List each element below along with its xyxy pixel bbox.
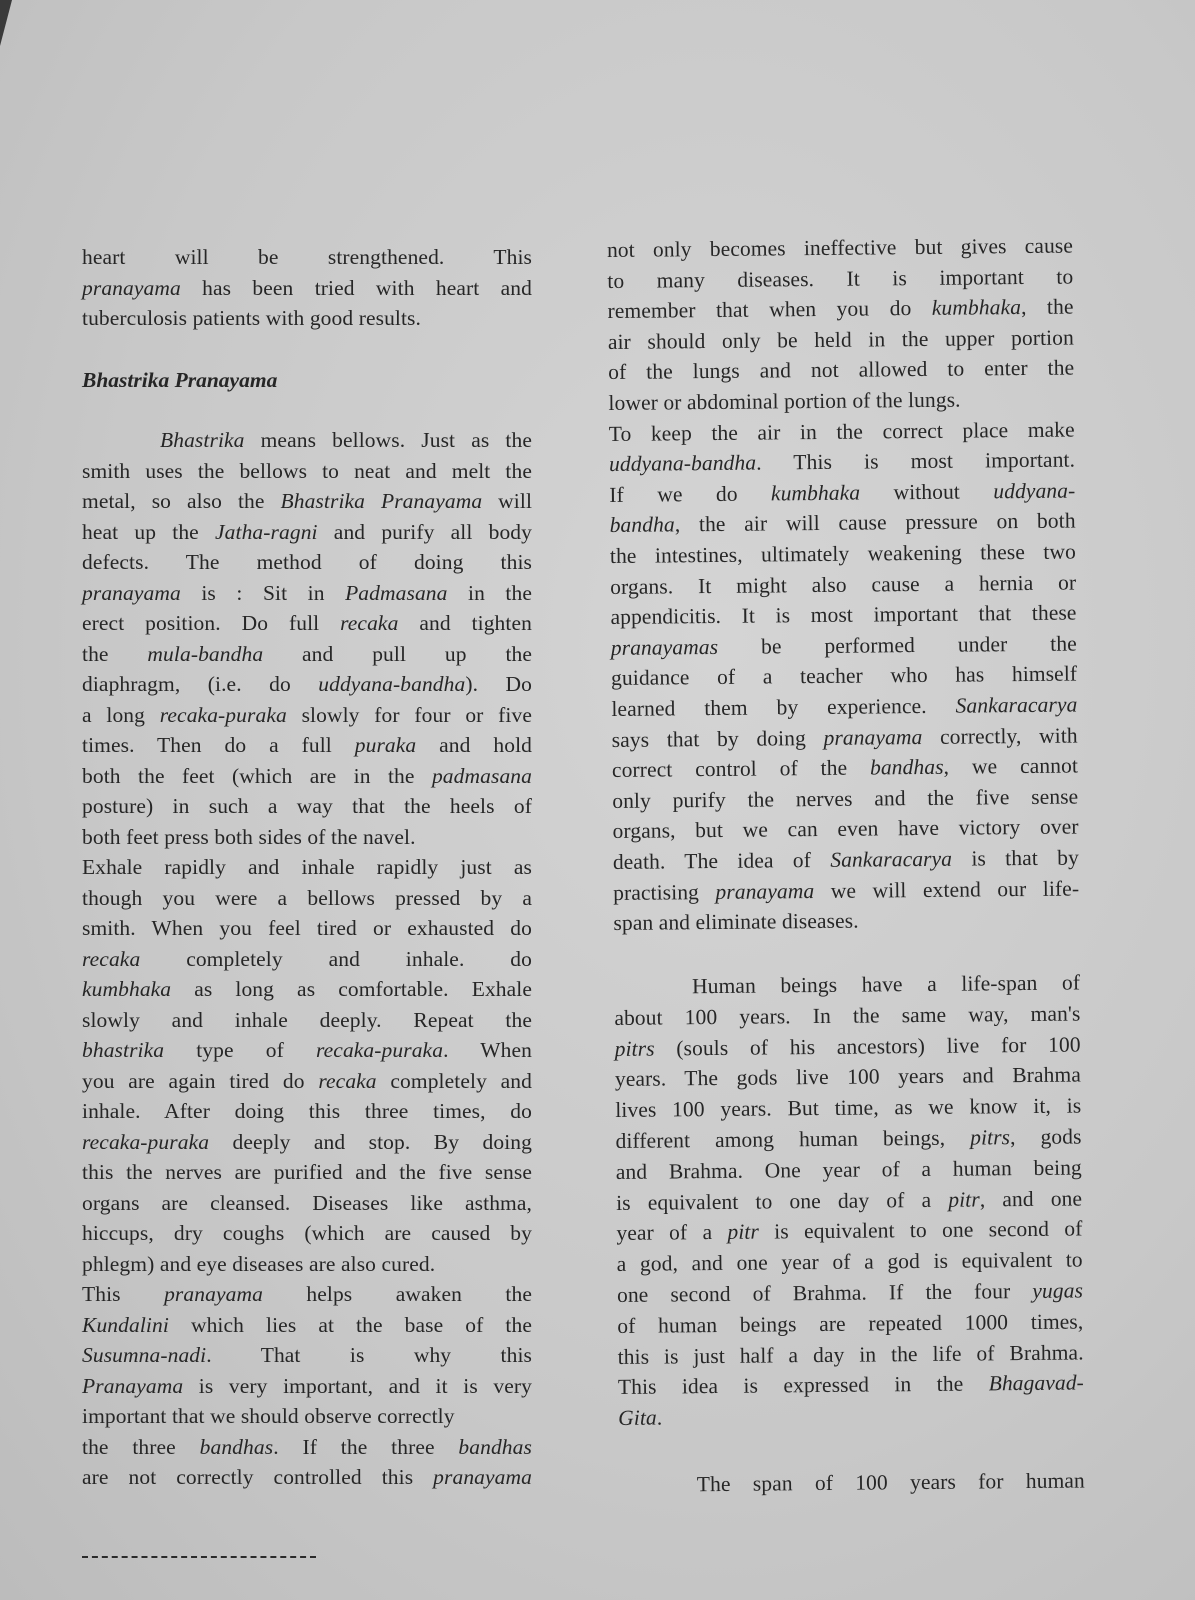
- text-line: [82, 1006, 532, 1034]
- text-line: [607, 293, 1073, 325]
- text-line: [608, 385, 1074, 417]
- text-segment: appendicitis. It is most important that these: [610, 600, 1077, 630]
- text-line: [613, 843, 1079, 875]
- text-line: [612, 721, 1078, 753]
- text-line: [82, 762, 532, 790]
- text-segment: . If the three: [273, 1434, 459, 1459]
- text-segment: as long as comfortable. Exhale: [171, 977, 532, 1001]
- text-segment: only purify the nerves and the five sense: [612, 784, 1079, 813]
- text-line: [617, 1338, 1083, 1370]
- text-segment: and purify all body: [317, 519, 532, 544]
- text-line: [615, 1030, 1081, 1062]
- text-segment: slowly for four or five: [286, 702, 532, 727]
- text-segment: to many diseases. It is important to: [607, 264, 1074, 293]
- text-segment: defects. The method of doing this: [82, 550, 532, 574]
- text-segment: tuberculosis patients with good results.: [82, 306, 422, 330]
- italic-term: Gita: [618, 1405, 657, 1431]
- text-line: [82, 426, 532, 454]
- text-line: [610, 599, 1076, 631]
- text-segment: says that by doing: [611, 725, 824, 752]
- text-line: [82, 945, 532, 973]
- italic-term: uddyana-bandha: [608, 450, 757, 477]
- text-line: [82, 548, 532, 576]
- text-segment: , gods: [1009, 1124, 1082, 1150]
- text-line: [82, 1463, 532, 1491]
- italic-term: mula-bandha: [147, 641, 264, 666]
- text-segment: one second of Brahma. If the four: [616, 1278, 1033, 1307]
- text-segment: , the air will cause pressure on both: [674, 508, 1076, 537]
- text-segment: the: [82, 641, 148, 666]
- text-segment: .: [656, 1405, 663, 1430]
- text-segment: metal, so also the: [82, 489, 281, 513]
- text-segment: type of: [164, 1038, 316, 1062]
- text-segment: heart will be strengthened. This: [82, 245, 532, 269]
- text-line: [610, 507, 1076, 539]
- italic-term: kumbhaka: [931, 295, 1022, 321]
- italic-term: recaka: [318, 1068, 377, 1093]
- text-line: [616, 1215, 1082, 1247]
- italic-term: bandhas: [199, 1434, 274, 1459]
- text-segment: of the lungs and not allowed to enter the: [608, 355, 1075, 385]
- text-line: [82, 579, 532, 607]
- text-line: [82, 1341, 532, 1369]
- text-segment: a god, and one year of a god is equivalent to: [616, 1247, 1083, 1277]
- text-line: [82, 609, 532, 637]
- italic-term: uddyana-bandha: [318, 672, 466, 696]
- italic-term: recaka-puraka: [82, 1129, 210, 1154]
- text-line: [82, 1250, 532, 1278]
- text-segment: The span of 100 years for human: [696, 1468, 1085, 1497]
- text-segment: organs are cleansed. Diseases like asthma,: [82, 1190, 532, 1215]
- italic-term: bandhas: [869, 754, 944, 780]
- italic-term: recaka-puraka: [315, 1038, 444, 1062]
- text-segment: which lies at the base of the: [168, 1312, 532, 1337]
- text-segment: erect position. Do full: [82, 611, 341, 635]
- text-segment: means bellows. Just as the: [244, 428, 532, 452]
- italic-term: bhastrika: [82, 1038, 165, 1062]
- italic-term: kumbhaka: [82, 977, 172, 1001]
- text-segment: a long: [82, 702, 160, 727]
- text-line: [82, 1433, 532, 1461]
- italic-term: pitr: [948, 1187, 980, 1212]
- text-line: [618, 1400, 1084, 1432]
- text-line: [82, 243, 532, 271]
- text-segment: we will extend our life-: [814, 876, 1080, 903]
- text-line: [607, 262, 1073, 294]
- text-segment: Human beings have a life-span of: [691, 970, 1081, 999]
- text-segment: both feet press both sides of the navel.: [82, 824, 416, 849]
- text-line: [611, 629, 1077, 661]
- text-line: [82, 914, 532, 942]
- text-segment: death. The idea of: [612, 847, 831, 874]
- text-segment: completely and: [376, 1068, 532, 1093]
- italic-term: pranayama: [82, 275, 181, 300]
- text-segment: the intestines, ultimately weakening these two: [609, 539, 1077, 568]
- text-line: [608, 323, 1074, 355]
- text-segment: without: [860, 479, 994, 505]
- text-line: [612, 813, 1078, 845]
- text-line: [612, 752, 1078, 784]
- text-line: [609, 476, 1075, 508]
- text-segment: completely and inhale. do: [140, 946, 532, 971]
- italic-term: Sankaracarya: [830, 846, 953, 872]
- section-heading: Bhastrika Pranayama: [82, 368, 278, 392]
- text-segment: organs, but we can even have victory over: [612, 814, 1079, 844]
- text-line: [82, 518, 532, 546]
- text-line: [614, 999, 1080, 1031]
- text-segment: correctly, with: [922, 723, 1078, 749]
- italic-term: kumbhaka: [770, 480, 861, 506]
- text-segment: , the: [1020, 294, 1074, 320]
- italic-term: bandha: [609, 512, 675, 538]
- text-segment: and hold: [416, 733, 532, 757]
- text-line: [82, 1128, 532, 1156]
- text-line: [82, 884, 532, 912]
- text-segment: of human beings are repeated 1000 times,: [617, 1309, 1084, 1338]
- text-line: [82, 1189, 532, 1217]
- italic-term: bandhas: [458, 1434, 532, 1459]
- italic-term: Padmasana: [345, 580, 448, 605]
- italic-term: pitrs: [614, 1036, 655, 1061]
- text-segment: This: [82, 1282, 165, 1306]
- text-line: [82, 640, 532, 668]
- text-segment: learned them by experience.: [611, 693, 956, 721]
- text-segment: smith uses the bellows to neat and melt the: [82, 458, 532, 483]
- text-line: [618, 1369, 1084, 1401]
- text-segment: slowly and inhale deeply. Repeat the: [82, 1007, 532, 1032]
- text-line: [82, 274, 532, 302]
- text-line: [82, 823, 532, 851]
- text-segment: . That is why this: [206, 1343, 532, 1367]
- text-line: [82, 853, 532, 881]
- italic-term: Susumna-nadi: [82, 1343, 207, 1367]
- italic-term: recaka: [340, 611, 399, 635]
- text-line: [82, 701, 532, 729]
- italic-term: Jatha-ragni: [215, 519, 318, 544]
- italic-term: uddyana-: [993, 478, 1076, 504]
- text-line: [615, 1122, 1081, 1154]
- text-line: [616, 1153, 1082, 1185]
- text-line: [608, 354, 1074, 386]
- text-line: [613, 874, 1079, 906]
- text-line: [82, 1158, 532, 1186]
- text-line: [82, 1067, 532, 1095]
- text-segment: helps awaken the: [262, 1282, 532, 1306]
- text-line: [82, 487, 532, 515]
- text-line: [616, 1184, 1082, 1216]
- text-segment: , we cannot: [943, 753, 1079, 779]
- text-segment: ). Do: [465, 672, 533, 696]
- text-segment: is equivalent to one day of a: [616, 1187, 949, 1215]
- text-line: [613, 905, 1079, 937]
- text-line: [82, 1280, 532, 1308]
- text-segment: span and eliminate diseases.: [613, 908, 859, 936]
- text-segment: smith. When you feel tired or exhausted do: [82, 916, 532, 940]
- text-line: [82, 731, 532, 759]
- text-line: [612, 782, 1078, 814]
- text-segment: this the nerves are purified and the five sense: [82, 1160, 532, 1184]
- text-line: [615, 1092, 1081, 1124]
- text-segment: phlegm) and eye diseases are also cured.: [82, 1251, 436, 1276]
- text-segment: important that we should observe correctly: [82, 1404, 455, 1428]
- text-segment: will: [482, 489, 533, 513]
- italic-term: Bhastrika Pranayama: [280, 489, 483, 513]
- text-line: [611, 691, 1077, 723]
- text-line: [82, 975, 532, 1003]
- text-segment: . When: [443, 1038, 532, 1062]
- text-segment: is that by: [951, 845, 1079, 871]
- text-segment: organs. It might also cause a hernia or: [610, 570, 1077, 599]
- text-segment: Exhale rapidly and inhale rapidly just as: [82, 855, 532, 879]
- text-segment: be performed under the: [718, 631, 1077, 659]
- italic-term: Kundalini: [82, 1312, 169, 1337]
- text-segment: you are again tired do: [82, 1068, 319, 1093]
- italic-term: recaka-puraka: [159, 702, 287, 727]
- text-segment: deeply and stop. By doing: [209, 1129, 532, 1154]
- text-segment: not only becomes ineffective but gives cause: [606, 233, 1074, 262]
- text-segment: though you were a bellows pressed by a: [82, 885, 532, 910]
- text-line: [82, 1219, 532, 1247]
- text-segment: and tighten: [398, 611, 532, 635]
- text-segment: (souls of his ancestors) live for 100: [654, 1032, 1081, 1061]
- italic-term: pitrs: [970, 1125, 1011, 1150]
- text-segment: is : Sit in: [180, 580, 346, 605]
- text-line: [82, 1402, 532, 1430]
- text-line: [610, 568, 1076, 600]
- text-line: [610, 538, 1076, 570]
- text-segment: in the: [447, 580, 532, 605]
- italic-term: Bhastrika: [160, 428, 245, 452]
- text-line: [615, 1061, 1081, 1093]
- text-segment: remember that when you do: [607, 296, 932, 324]
- text-segment: and Brahma. One year of a human being: [615, 1155, 1082, 1184]
- italic-term: pitr: [727, 1219, 760, 1245]
- text-segment: heat up the: [82, 519, 215, 544]
- italic-term: Sankaracarya: [955, 692, 1078, 718]
- italic-term: pranayama: [433, 1465, 532, 1489]
- text-line: [82, 1372, 532, 1400]
- text-segment: posture) in such a way that the heels of: [82, 794, 532, 818]
- text-segment: If we do: [609, 481, 772, 507]
- text-line: [614, 968, 1080, 1000]
- text-segment: has been tried with heart and: [180, 275, 532, 300]
- text-segment: and pull up the: [263, 641, 533, 666]
- text-segment: guidance of a teacher who has himself: [610, 661, 1078, 691]
- italic-term: pranayama: [823, 724, 923, 750]
- text-line: [617, 1307, 1083, 1339]
- text-line: [82, 670, 532, 698]
- italic-term: pranayamas: [610, 634, 719, 660]
- footnote-rule: [82, 1556, 316, 1558]
- text-segment: are not correctly controlled this: [82, 1465, 434, 1489]
- text-segment: is very important, and it is very: [183, 1373, 532, 1398]
- text-line: [617, 1246, 1083, 1278]
- text-segment: lives 100 years. But time, as we know it, is: [615, 1093, 1082, 1123]
- text-segment: practising: [613, 879, 716, 905]
- italic-term: pranayama: [82, 580, 181, 605]
- text-segment: different among human beings,: [615, 1125, 971, 1153]
- italic-term: padmasana: [431, 763, 532, 788]
- text-line: [617, 1276, 1083, 1308]
- text-segment: correct control of the: [611, 755, 871, 783]
- text-segment: diaphragm, (i.e. do: [82, 672, 319, 696]
- text-segment: this is just half a day in the life of Brahma.: [617, 1340, 1084, 1369]
- text-segment: This idea is expressed in the: [617, 1371, 989, 1400]
- text-line: [82, 1036, 532, 1064]
- text-segment: inhale. After doing this three times, do: [82, 1099, 532, 1123]
- text-line: [82, 792, 532, 820]
- text-line: [609, 446, 1075, 478]
- text-segment: . This is most important.: [756, 447, 1076, 475]
- text-segment: hiccups, dry coughs (which are caused by: [82, 1221, 532, 1245]
- italic-term: Pranayama: [82, 1373, 184, 1398]
- italic-term: pranayama: [164, 1282, 263, 1306]
- text-line: [619, 1466, 1085, 1498]
- text-line: [82, 1097, 532, 1125]
- text-line: [82, 457, 532, 485]
- page-corner-shadow: [0, 0, 12, 46]
- italic-term: recaka: [82, 946, 141, 971]
- text-line: [82, 304, 532, 332]
- text-segment: is equivalent to one second of: [758, 1216, 1083, 1244]
- italic-term: Bhagavad-: [988, 1370, 1085, 1396]
- text-segment: lower or abdominal portion of the lungs.: [608, 387, 961, 415]
- text-segment: air should only be held in the upper portion: [607, 325, 1074, 354]
- text-segment: years. The gods live 100 years and Brahma: [614, 1062, 1082, 1092]
- text-line: [82, 1311, 532, 1339]
- text-segment: , and one: [979, 1186, 1083, 1212]
- italic-term: puraka: [354, 733, 417, 757]
- text-line: [607, 232, 1073, 264]
- text-segment: year of a: [616, 1220, 728, 1246]
- italic-term: pranayama: [715, 878, 815, 904]
- text-segment: both the feet (which are in the: [82, 763, 432, 788]
- italic-term: yugas: [1032, 1278, 1084, 1303]
- text-segment: the three: [82, 1434, 200, 1459]
- text-line: [609, 415, 1075, 447]
- text-line: [611, 660, 1077, 692]
- text-segment: times. Then do a full: [82, 733, 355, 757]
- text-segment: about 100 years. In the same way, man's: [614, 1001, 1081, 1030]
- text-segment: To keep the air in the correct place make: [608, 417, 1075, 446]
